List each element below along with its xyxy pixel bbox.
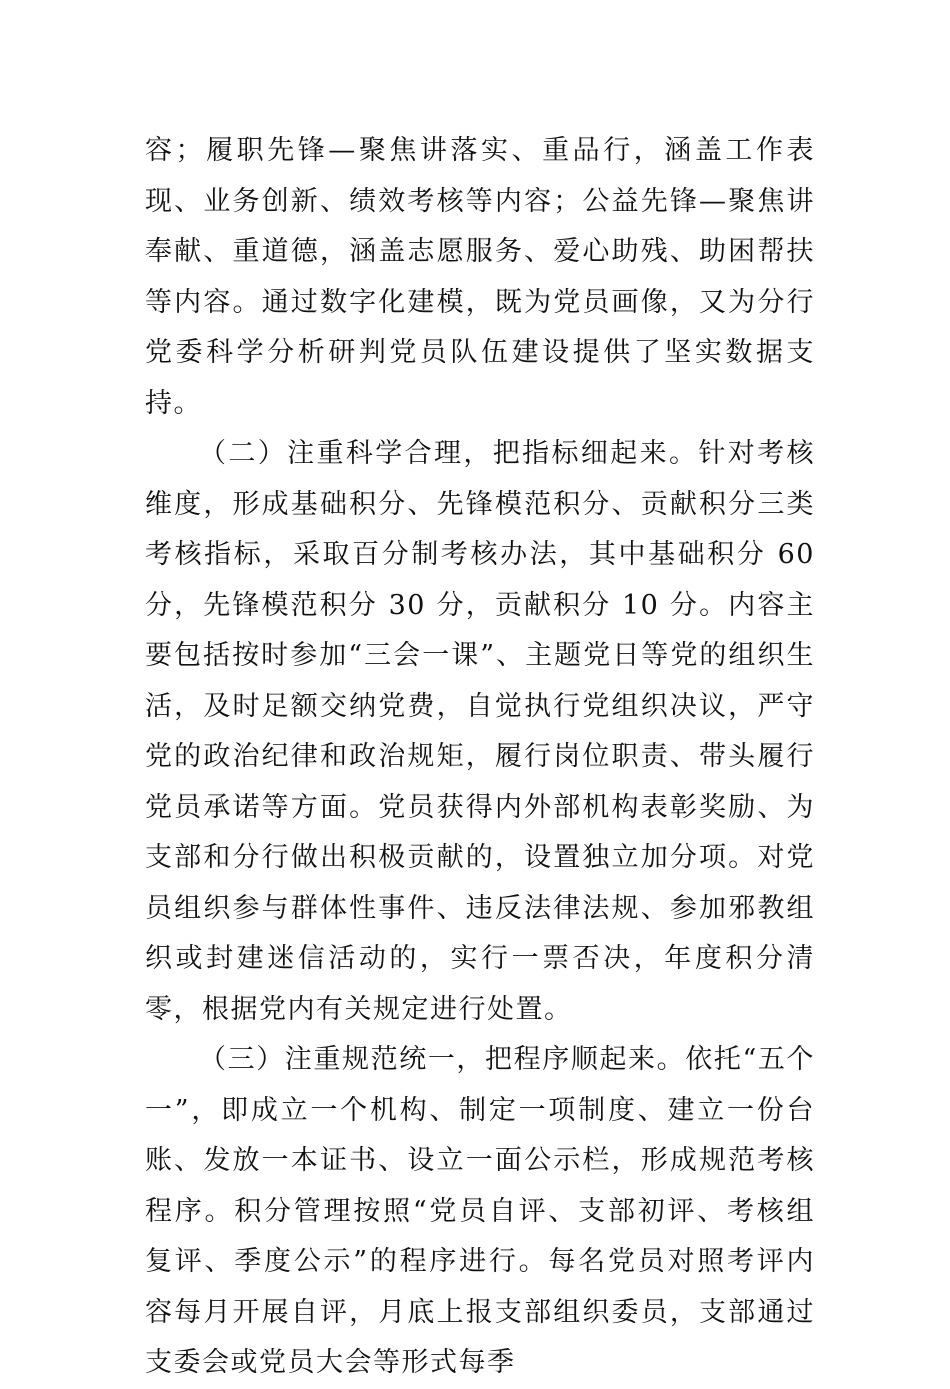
paragraph-section-three: （三）注重规范统一，把程序顺起来。依托“五个一”，即成立一个机构、制定一项制度、建立一份台账、发放一本证书、设立一面公示栏，形成规范考核程序。积分管理按照“党员自评、支部初评、考核组复评、季度公示”的程序进行。每名党员对照考评内容每月开展自评，月底上报支部组织委员，支部通过支委会或党员大会等形式每季 xyxy=(145,1044,815,1378)
document-body xyxy=(145,126,815,1389)
paragraph-section-two: （二）注重科学合理，把指标细起来。针对考核维度，形成基础积分、先锋模范积分、贡献积分三类考核指标，采取百分制考核办法，其中基础积分 60 分，先锋模范积分 30 分，贡献积分 10 分。内容主要包括按时参加“三会一课”、主题党日等党的组织生活，及时足额交纳党费，自觉执行党组织决议，严守党的政治纪律和政治规矩，履行岗位职责、带头履行党员承诺等方面。党员获得内外部机构表彰奖励、为支部和分行做出积极贡献的，设置独立加分项。对党员组织参与群体性事件、违反法律法规、参加邪教组织或封建迷信活动的，实行一票否决，年度积分清零，根据党内有关规定进行处置。 xyxy=(145,438,815,1025)
paragraph-continuation: 容；履职先锋—聚焦讲落实、重品行，涵盖工作表现、业务创新、绩效考核等内容；公益先锋—聚焦讲奉献、重道德，涵盖志愿服务、爱心助残、助困帮扶等内容。通过数字化建模，既为党员画像，又为分行党委科学分析研判党员队伍建设提供了坚实数据支持。 xyxy=(145,135,815,419)
